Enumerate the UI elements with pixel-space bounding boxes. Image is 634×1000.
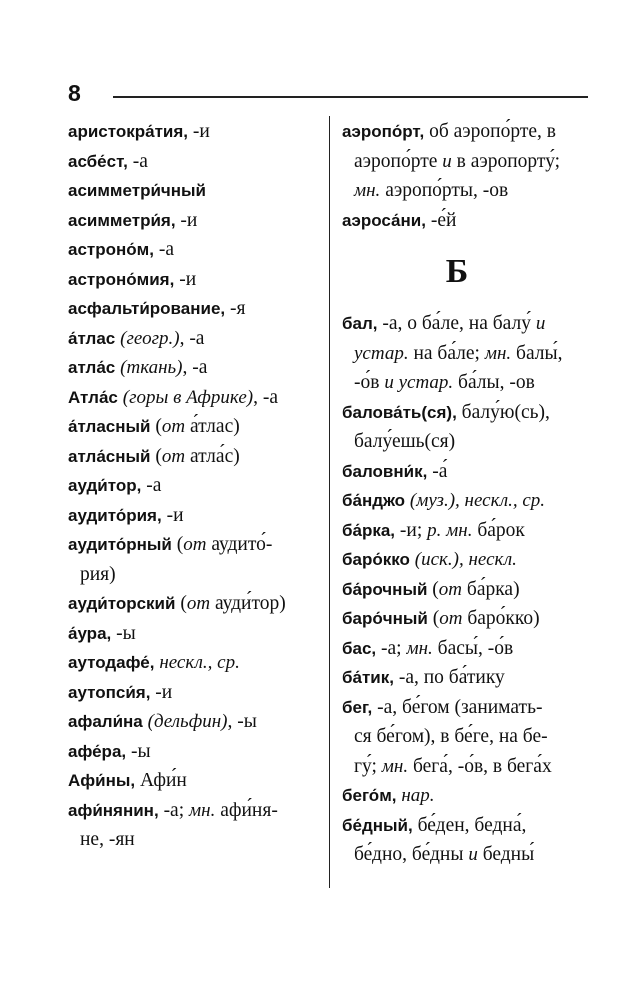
headword: балова́ть(ся), bbox=[342, 402, 457, 422]
entry-line bbox=[68, 501, 320, 531]
entry-line bbox=[342, 781, 592, 811]
grammar-note: (иск.), нескл. bbox=[414, 549, 517, 570]
entry-line bbox=[68, 648, 320, 678]
entry-text: Афи́н bbox=[135, 770, 187, 791]
entry-text: ( bbox=[427, 608, 440, 629]
entry-continuation-line bbox=[342, 339, 592, 369]
entry-text: не, -ян bbox=[80, 829, 135, 850]
headword: асимметри́чный bbox=[68, 181, 207, 200]
headword: аэроса́ни, bbox=[342, 210, 426, 230]
dictionary-entry bbox=[342, 398, 592, 457]
dictionary-entry bbox=[342, 604, 592, 634]
entry-line bbox=[342, 634, 592, 664]
entry-text: бедны́ bbox=[477, 844, 535, 865]
grammar-note: от bbox=[439, 608, 463, 629]
headword: аудито́рия, bbox=[68, 505, 162, 525]
headword: ба́рочный bbox=[342, 579, 428, 599]
grammar-note: и bbox=[442, 150, 452, 172]
headword: баловни́к, bbox=[342, 461, 428, 481]
grammar-note: (горы в Африке) bbox=[122, 386, 254, 408]
headword: аэропо́рт, bbox=[342, 122, 425, 141]
dictionary-entry bbox=[68, 147, 320, 177]
headword: ба́рка, bbox=[342, 520, 396, 540]
dictionary-entry bbox=[342, 486, 592, 516]
entry-line bbox=[342, 575, 592, 605]
entry-line bbox=[342, 663, 592, 693]
dictionary-entry bbox=[68, 353, 320, 383]
entry-line bbox=[68, 235, 320, 265]
entry-text: бе́ден, бедна́, bbox=[412, 814, 527, 836]
entry-text: рия) bbox=[80, 563, 116, 585]
entry-line bbox=[68, 530, 320, 560]
entry-line bbox=[342, 117, 592, 147]
headword: астроно́м, bbox=[68, 240, 154, 259]
entry-line bbox=[342, 811, 592, 841]
page-number: 8 bbox=[68, 80, 82, 106]
grammar-note: и bbox=[468, 844, 478, 865]
grammar-note: от bbox=[438, 578, 463, 600]
grammar-note: от bbox=[186, 593, 211, 614]
entry-text: ба́рка) bbox=[462, 578, 520, 600]
entry-line bbox=[68, 353, 320, 383]
right-column-top bbox=[342, 117, 592, 235]
grammar-note: (геогр.) bbox=[120, 327, 180, 349]
entry-text: ( bbox=[175, 593, 187, 614]
dictionary-entry bbox=[68, 324, 320, 354]
headword: афи́нянин, bbox=[68, 800, 159, 820]
grammar-note: (дельфин) bbox=[147, 711, 228, 732]
entry-line bbox=[68, 294, 320, 324]
entry-continuation-line bbox=[342, 722, 592, 752]
dictionary-entry bbox=[342, 575, 592, 605]
grammar-note: (ткань) bbox=[120, 357, 183, 378]
dictionary-entry bbox=[68, 796, 320, 855]
dictionary-entry bbox=[68, 265, 320, 295]
headword: баро́чный bbox=[342, 609, 428, 628]
dictionary-entry bbox=[68, 530, 320, 589]
entry-text: -и bbox=[161, 504, 184, 526]
entry-line bbox=[68, 383, 320, 413]
entry-line bbox=[68, 206, 320, 236]
entry-line bbox=[68, 471, 320, 501]
dictionary-entry bbox=[68, 648, 320, 678]
headword: бе́дный, bbox=[342, 815, 413, 835]
headword: баро́кко bbox=[342, 550, 410, 569]
headword: бас, bbox=[342, 638, 377, 658]
dictionary-entry bbox=[342, 457, 592, 487]
headword: Атла́с bbox=[68, 387, 118, 407]
headword: асбе́ст, bbox=[68, 151, 128, 171]
entry-line bbox=[68, 412, 320, 442]
entry-text: балы́, bbox=[511, 342, 563, 364]
entry-continuation-line bbox=[342, 840, 592, 870]
entry-continuation-line bbox=[68, 825, 320, 855]
headword: а́тласный bbox=[68, 417, 151, 436]
entry-text: -а; bbox=[376, 637, 407, 659]
entry-text: балу́ю(сь), bbox=[456, 401, 550, 423]
grammar-note: от bbox=[183, 534, 207, 555]
entry-line bbox=[68, 176, 320, 206]
entry-continuation-line bbox=[68, 560, 320, 590]
dictionary-entry bbox=[68, 678, 320, 708]
dictionary-entry bbox=[68, 383, 320, 413]
entry-text: -ы bbox=[111, 622, 136, 644]
dictionary-entry bbox=[68, 176, 320, 206]
grammar-note: мн. bbox=[484, 342, 512, 364]
entry-continuation-line bbox=[342, 427, 592, 457]
entry-line bbox=[342, 545, 592, 575]
entry-continuation-line bbox=[342, 176, 592, 206]
grammar-note: р. мн. bbox=[427, 519, 473, 541]
entry-text: ( bbox=[150, 416, 162, 437]
entry-text: ( bbox=[171, 534, 184, 555]
entry-text: , -а bbox=[253, 386, 278, 408]
entry-line bbox=[342, 309, 592, 339]
entry-line bbox=[68, 442, 320, 472]
dictionary-entry bbox=[342, 545, 592, 575]
entry-text: -а, о ба́ле, на балу́ bbox=[377, 313, 536, 334]
entry-line bbox=[68, 265, 320, 295]
entry-line bbox=[68, 147, 320, 177]
entry-text: гу́; bbox=[354, 755, 382, 777]
dictionary-entry bbox=[68, 589, 320, 619]
headword: афе́ра, bbox=[68, 741, 127, 761]
headword: ба́тик, bbox=[342, 668, 394, 687]
entry-text: -а bbox=[141, 475, 162, 496]
dictionary-entry bbox=[68, 442, 320, 472]
grammar-note: и устар. bbox=[384, 372, 454, 393]
entry-text: -о́в bbox=[354, 372, 385, 393]
grammar-note: мн. bbox=[406, 637, 433, 659]
headword: аутодафе́, bbox=[68, 653, 155, 672]
entry-text: а́тлас) bbox=[185, 416, 240, 437]
dictionary-entry bbox=[68, 206, 320, 236]
entry-text: -и; bbox=[395, 519, 428, 541]
headword: аристокра́тия, bbox=[68, 122, 188, 141]
entry-continuation-line bbox=[342, 752, 592, 782]
dictionary-entry bbox=[342, 117, 592, 206]
headword: аудито́рный bbox=[68, 535, 172, 554]
entry-line bbox=[68, 707, 320, 737]
entry-text: ба́лы, -ов bbox=[453, 372, 535, 393]
headword: бег, bbox=[342, 697, 373, 717]
entry-line bbox=[68, 796, 320, 826]
entry-text: аудито́- bbox=[206, 534, 273, 555]
entry-text: басы́, -о́в bbox=[432, 637, 514, 659]
headword: а́ура, bbox=[68, 623, 112, 643]
grammar-note: от bbox=[161, 416, 186, 437]
headword: ауди́торский bbox=[68, 594, 176, 613]
grammar-note: (муз.), нескл., ср. bbox=[409, 490, 546, 511]
entry-text: ся бе́гом), в бе́ге, на бе- bbox=[354, 726, 548, 747]
entry-text: -ы bbox=[126, 740, 151, 762]
entry-line bbox=[342, 693, 592, 723]
entry-line bbox=[68, 737, 320, 767]
dictionary-entry bbox=[68, 707, 320, 737]
entry-line bbox=[342, 206, 592, 236]
dictionary-entry bbox=[68, 471, 320, 501]
dictionary-entry bbox=[342, 693, 592, 782]
grammar-note: мн. bbox=[189, 799, 216, 821]
right-column-bottom bbox=[342, 309, 592, 870]
entry-text: -а bbox=[127, 150, 148, 172]
entry-text: -и bbox=[150, 681, 173, 703]
entry-text: бега́, -о́в, в бега́х bbox=[408, 755, 552, 777]
entry-text: -а; bbox=[158, 799, 190, 821]
entry-line bbox=[342, 516, 592, 546]
entry-text: -и bbox=[188, 121, 210, 142]
dictionary-entry bbox=[68, 737, 320, 767]
entry-text: -и bbox=[174, 268, 197, 290]
headword: Афи́ны, bbox=[68, 771, 136, 790]
entry-text: -и bbox=[175, 209, 198, 231]
dictionary-entry bbox=[68, 412, 320, 442]
section-letter: Б bbox=[445, 253, 469, 290]
entry-text: -е́й bbox=[425, 209, 457, 231]
dictionary-entry bbox=[342, 309, 592, 398]
entry-text: бе́дно, бе́дны bbox=[354, 844, 469, 865]
grammar-note: устар. bbox=[354, 342, 409, 364]
entry-text: в аэропорту́; bbox=[451, 150, 561, 172]
entry-text: балу́ешь(ся) bbox=[354, 431, 456, 452]
entry-text: ( bbox=[427, 578, 439, 600]
entry-line bbox=[342, 604, 592, 634]
entry-line bbox=[342, 457, 592, 487]
headword: бего́м, bbox=[342, 786, 397, 805]
left-column bbox=[68, 117, 320, 855]
dictionary-entry bbox=[68, 501, 320, 531]
grammar-note: мн. bbox=[381, 755, 409, 777]
headword: бал, bbox=[342, 314, 378, 333]
dictionary-entry bbox=[342, 811, 592, 870]
grammar-note: и bbox=[535, 313, 546, 334]
headword: атла́сный bbox=[68, 446, 151, 466]
headword: ба́нджо bbox=[342, 491, 406, 510]
entry-line bbox=[68, 324, 320, 354]
entry-text: ба́рок bbox=[472, 519, 525, 541]
entry-line bbox=[68, 589, 320, 619]
headword: асимметри́я, bbox=[68, 210, 176, 230]
entry-text: -а, по ба́тику bbox=[393, 667, 505, 688]
entry-text: об аэропо́рте, в bbox=[424, 121, 556, 142]
entry-text: , -а bbox=[179, 327, 205, 349]
grammar-note: от bbox=[161, 445, 186, 467]
dictionary-entry bbox=[342, 516, 592, 546]
dictionary-entry bbox=[68, 294, 320, 324]
entry-text: ( bbox=[150, 445, 162, 467]
headword: афали́на bbox=[68, 712, 143, 731]
grammar-note: нескл., ср. bbox=[159, 652, 240, 673]
grammar-note: нар. bbox=[401, 785, 435, 806]
entry-line bbox=[68, 766, 320, 796]
entry-text: атла́с) bbox=[185, 445, 240, 467]
grammar-note: мн. bbox=[354, 180, 381, 201]
entry-text: , -ы bbox=[227, 711, 257, 732]
entry-text: , -а bbox=[182, 357, 208, 378]
entry-line bbox=[68, 678, 320, 708]
headword: атла́с bbox=[68, 358, 116, 377]
dictionary-entry bbox=[68, 235, 320, 265]
headword: а́тлас bbox=[68, 328, 116, 348]
header-rule bbox=[113, 96, 588, 98]
entry-continuation-line bbox=[342, 147, 592, 177]
dictionary-entry bbox=[342, 781, 592, 811]
entry-text: баро́кко) bbox=[462, 608, 540, 629]
right-column bbox=[342, 117, 592, 870]
entry-text: -а bbox=[153, 239, 174, 260]
entry-text: -а́ bbox=[427, 460, 448, 482]
entry-text: аэропо́рты, -ов bbox=[380, 180, 509, 201]
dictionary-entry bbox=[342, 206, 592, 236]
entry-text: -я bbox=[225, 298, 246, 319]
dictionary-entry bbox=[68, 766, 320, 796]
entry-text: на ба́ле; bbox=[408, 342, 485, 364]
entry-text: афи́ня- bbox=[215, 799, 278, 821]
entry-line bbox=[342, 486, 592, 516]
dictionary-entry bbox=[68, 117, 320, 147]
entry-continuation-line bbox=[342, 368, 592, 398]
dictionary-entry bbox=[342, 663, 592, 693]
column-divider bbox=[329, 116, 330, 888]
dictionary-entry bbox=[342, 634, 592, 664]
headword: астроно́мия, bbox=[68, 269, 175, 289]
entry-text: аэропо́рте bbox=[354, 150, 443, 172]
dictionary-entry bbox=[68, 619, 320, 649]
headword: асфальти́рование, bbox=[68, 299, 226, 318]
entry-line bbox=[68, 619, 320, 649]
headword: аутопси́я, bbox=[68, 682, 151, 702]
entry-text: -а, бе́гом (занимать- bbox=[372, 696, 543, 718]
entry-text: ауди́тор) bbox=[210, 593, 286, 614]
entry-line bbox=[342, 398, 592, 428]
headword: ауди́тор, bbox=[68, 476, 142, 495]
entry-line bbox=[68, 117, 320, 147]
